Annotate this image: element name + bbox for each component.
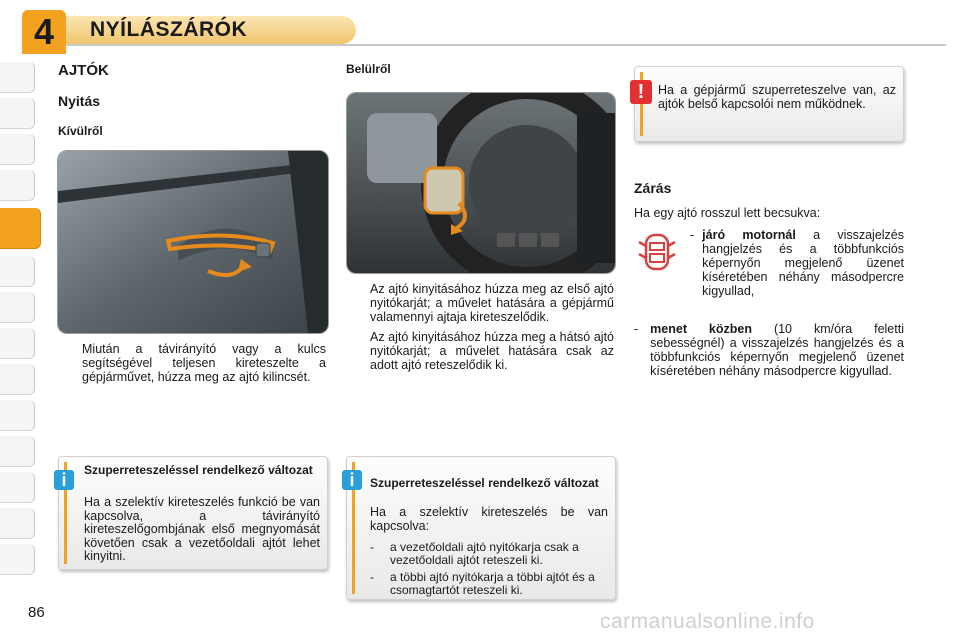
info-icon-mid: i [342,470,362,490]
side-tab[interactable] [0,292,35,323]
belulrol-instructions [346,282,614,372]
side-tab[interactable] [0,364,35,395]
section-title-belulrol: Belülről [346,62,391,76]
info-mid-intro: Ha a szelektív kireteszelés be van kapcsolva: [370,505,608,533]
side-tab[interactable] [0,98,35,129]
zaras-item-1: - járó motornál a visszajelzés hangjelzés és a többfunkciós képernyőn megjelenő üzenet kíséretében néhány másodpercre kigyullad, [690,228,905,298]
belulrol-bullet-2 [346,330,614,372]
side-tab[interactable] [0,436,35,467]
info-mid-item-1: - a vezetőoldali ajtó nyitókarja csak a vezetőoldali ajtót reteszeli ki. [370,540,579,567]
side-tab[interactable] [0,400,35,431]
info-left-title: Szuperreteszeléssel rendelkező változat [84,463,313,477]
side-tab[interactable] [0,472,35,503]
bullet-symbol [346,282,360,324]
info-left-text: Ha a szelektív kireteszelés funkció be van kapcsolva, a távirányító kireteszelőgombjának első megnyomását követően csak a vezetőoldali ajtót lehet kinyitni. [84,495,320,563]
interior-door-handle-photo [346,92,616,274]
side-index-tabs [0,62,40,582]
info-mid-title: Szuperreteszeléssel rendelkező változat [370,476,599,490]
side-tab[interactable] [0,170,35,201]
zaras-item-2-text: (10 km/óra feletti sebességnél) a visszajelzés hangjelzés és a többfunkciós képernyőn megjelenő üzenet kíséretében néhány másodpercre kigyullad. [650,322,904,378]
chapter-number: 4 [33,11,55,52]
section-title-zaras: Zárás [634,180,672,196]
info-mid-item-2: - a többi ajtó nyitókarja a többi ajtót és a csomagtartót reteszeli ki. [370,570,595,597]
info-icon-left: i [54,470,74,490]
bullet-symbol [58,342,72,384]
bullet-symbol [346,330,360,372]
watermark: carmanualsonline.info [600,610,815,633]
exterior-door-handle-photo [57,150,329,334]
warning-text: Ha a gépjármű szuperreteszelve van, az ajtók belső kapcsolói nem működnek. [658,83,896,111]
belulrol-text-1: Az ajtó kinyitásához húzza meg az első ajtó nyitókarját; a művelet hatására a gépjármű valamennyi ajtaja kireteszelődik. [370,282,614,324]
header-divider [66,44,946,46]
zaras-intro: Ha egy ajtó rosszul lett becsukva: [634,206,821,220]
zaras-item-1-bold: járó motornál [702,228,796,242]
side-tab[interactable] [0,134,35,165]
zaras-item-1-text: a visszajelzés hangjelzés és a többfunkciós képernyőn megjelenő üzenet kíséretében néhány másodpercre kigyullad, [702,228,905,298]
info-mid-body [370,506,608,597]
side-tab[interactable] [0,508,35,539]
page-title: NYÍLÁSZÁRÓK [90,18,248,41]
side-tab[interactable] [0,328,35,359]
warning-icon: ! [630,80,652,104]
kivulrol-text: Miután a távirányító vagy a kulcs segítségével teljesen kireteszelte a gépjárművet, húzza meg az ajtó kilincsét. [82,342,326,384]
section-title-nyitas: Nyitás [58,93,101,109]
section-title-kivulrol: Kívülről [58,124,103,138]
page-number: 86 [28,604,45,621]
side-tab[interactable] [0,544,35,575]
belulrol-bullet-1 [346,282,614,324]
side-tab[interactable] [0,62,35,93]
belulrol-text-2: Az ajtó kinyitásához húzza meg a hátsó ajtó nyitókarját; a művelet hatására csak az adott ajtó reteszelődik ki. [370,330,614,372]
zaras-item-2: - menet közben (10 km/óra feletti sebességnél) a visszajelzés hangjelzés és a többfunkciós képernyőn megjelenő üzenet kíséretében néhány másodpercre kigyullad. [634,322,904,378]
zaras-item-2-bold: menet közben [650,322,752,336]
side-tab-active[interactable] [0,208,41,249]
door-open-warning-icon [638,232,676,272]
kivulrol-instruction [58,342,326,384]
section-title-ajtok: AJTÓK [58,62,109,79]
side-tab[interactable] [0,256,35,287]
